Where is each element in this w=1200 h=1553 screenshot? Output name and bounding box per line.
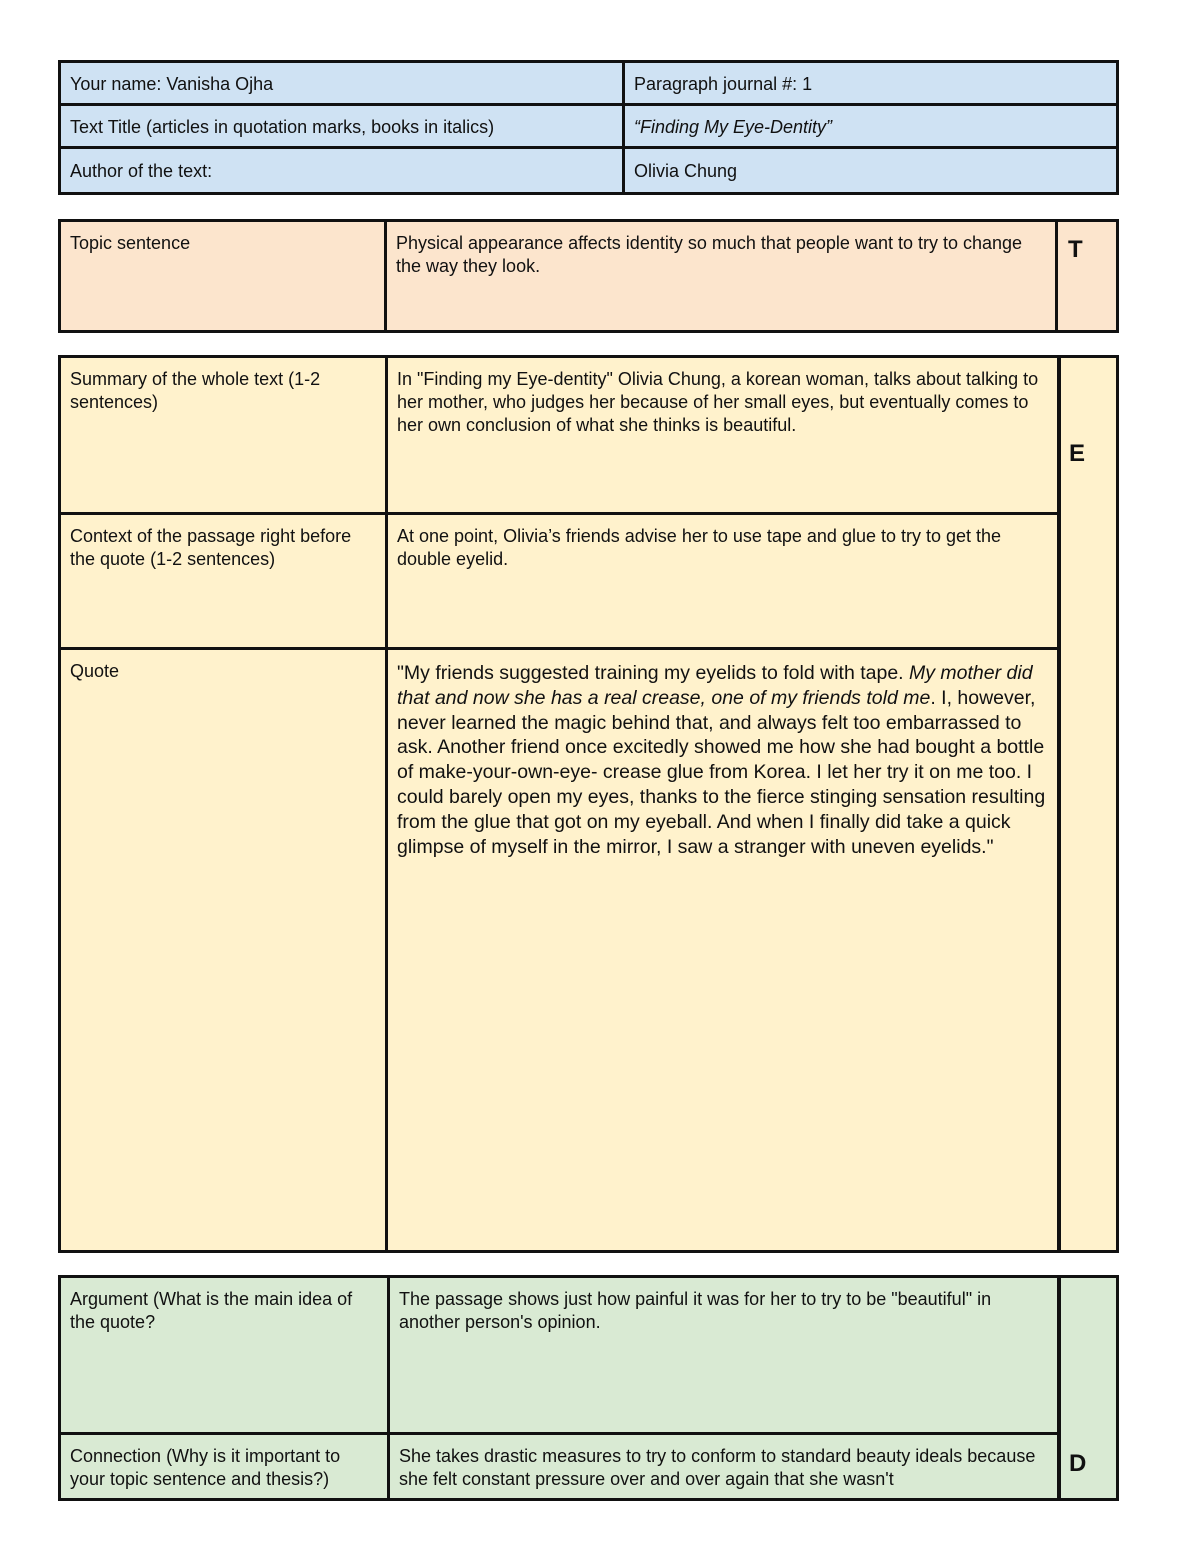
quote-label: Quote bbox=[61, 650, 388, 1250]
journal-number-field: Paragraph journal #: 1 bbox=[625, 63, 1116, 106]
summary-label: Summary of the whole text (1-2 sentences) bbox=[61, 358, 388, 515]
development-table bbox=[58, 1275, 1119, 1501]
author-value: Olivia Chung bbox=[634, 161, 738, 181]
your-name-field: Your name: Vanisha Ojha bbox=[61, 63, 625, 106]
text-title-label: Text Title (articles in quotation marks, books in italics) bbox=[61, 106, 625, 149]
topic-table bbox=[58, 219, 1119, 333]
text-title-value: “Finding My Eye-Dentity” bbox=[625, 106, 1116, 149]
section-letter-d: D bbox=[1058, 1278, 1116, 1498]
topic-label: Topic sentence bbox=[61, 222, 387, 330]
argument-label: Argument (What is the main idea of the quote? bbox=[61, 1278, 390, 1435]
summary-value: In "Finding my Eye-dentity" Olivia Chung, a korean woman, talks about talking to her mother, who judges her because of her small eyes, but eventually comes to her own conclusion of what she thinks is beautiful. bbox=[388, 358, 1058, 515]
connection-value: She takes drastic measures to try to conform to standard beauty ideals because she felt constant pressure over and over again that she wasn't bbox=[390, 1435, 1058, 1498]
quote-part-2-italic: My mother did that and now she has a real crease, one of my friends told me bbox=[397, 662, 1033, 709]
quote-value bbox=[388, 650, 1058, 1250]
context-value: At one point, Olivia’s friends advise her to use tape and glue to try to get the double eyelid. bbox=[388, 515, 1058, 650]
section-letter-t: T bbox=[1068, 236, 1083, 263]
quote-part-1: "My friends suggested training my eyelids to fold with tape. bbox=[397, 662, 910, 684]
author-label: Author of the text: bbox=[61, 149, 625, 192]
header-table bbox=[58, 60, 1119, 195]
connection-label: Connection (Why is it important to your topic sentence and thesis?) bbox=[61, 1435, 390, 1498]
context-label: Context of the passage right before the quote (1-2 sentences) bbox=[61, 515, 388, 650]
evidence-table bbox=[58, 355, 1119, 1253]
section-letter-e: E bbox=[1058, 358, 1116, 1250]
quote-part-3: . I, however, never learned the magic behind that, and always felt too embarrassed to ask. Another friend once excitedly showed me how she had bought a bottle of make-your-own-eye- crease glue from Korea. I let her try it on me too. I could barely open my eyes, thanks to the fierce stinging sensation resulting from the glue that got on my eyeball. And when I finally did take a quick glimpse of myself in the mirror, I saw a stranger with uneven eyelids." bbox=[397, 686, 1046, 858]
topic-value: Physical appearance affects identity so much that people want to try to change the way they look. bbox=[387, 222, 1058, 330]
argument-value: The passage shows just how painful it was for her to try to be "beautiful" in another person's opinion. bbox=[390, 1278, 1058, 1435]
